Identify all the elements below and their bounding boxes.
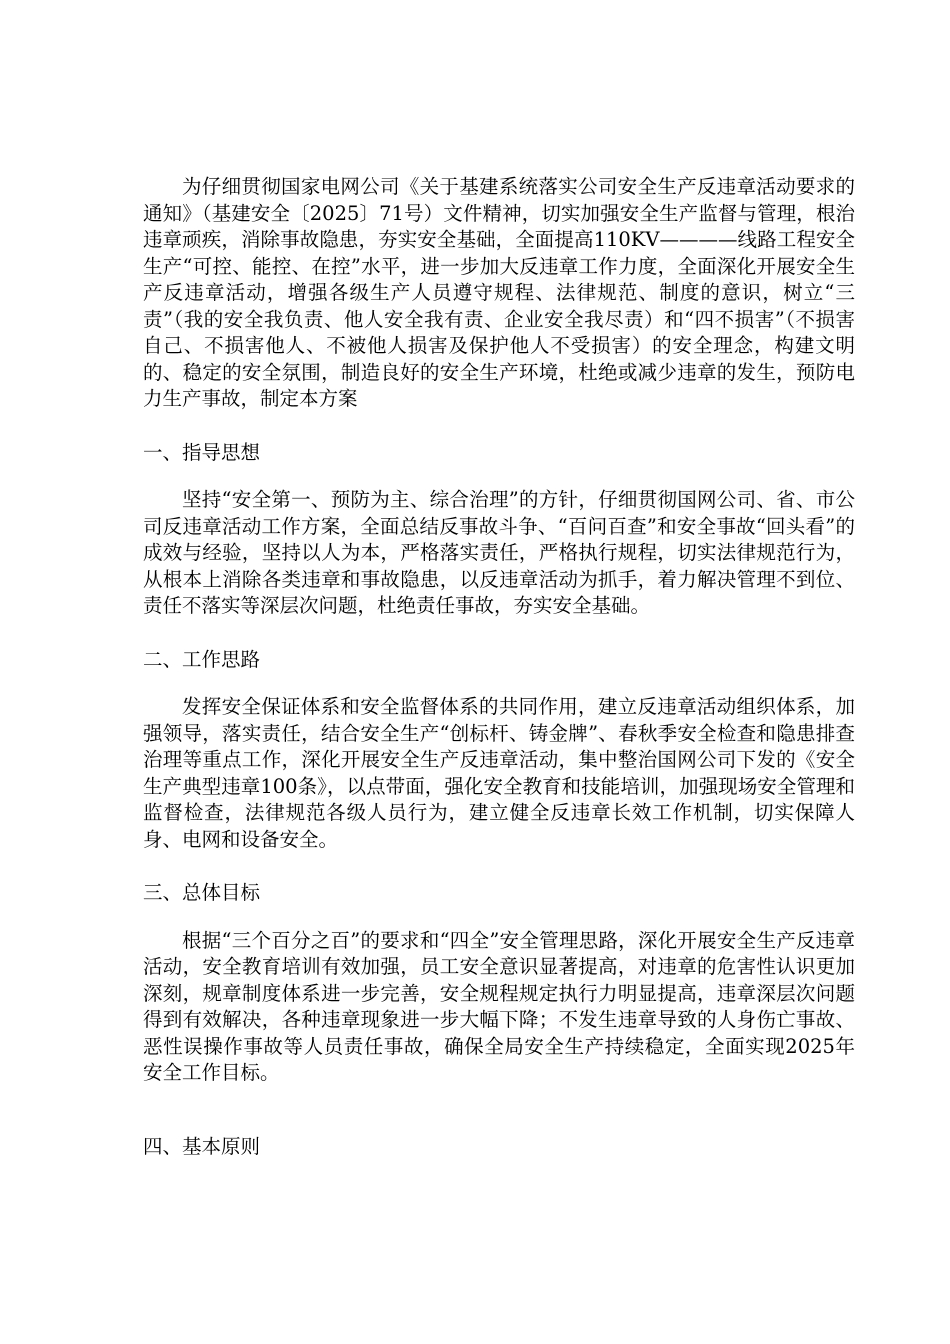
spacer bbox=[143, 466, 855, 487]
section-body-guiding-ideology: 坚持“安全第一、预防为主、综合治理”的方针，仔细贯彻国网公司、省、市公司反违章活动工作方案，全面总结反事故斗争、“百问百查”和安全事故“回头看”的成效与经验，坚持以人为本，严格落实责任，严格执行规程，切实法律规范行为，从根本上消除各类违章和事故隐患，以反违章活动为抓手，着力解决管理不到位、责任不落实等深层次问题，杜绝责任事故，夯实安全基础。 bbox=[143, 488, 855, 617]
section-heading-basic-principles: 四、基本原则 bbox=[143, 1134, 261, 1158]
spacer bbox=[143, 1087, 855, 1134]
intro-paragraph: 为仔细贯彻国家电网公司《关于基建系统落实公司安全生产反违章活动要求的通知》（基建安全〔2025〕71号）文件精神，切实加强安全生产监督与管理，根治违章顽疾，消除事故隐患，夯实安全基础，全面提高110KV————线路工程安全生产“可控、能控、在控”水平，进一步加大反违章工作力度，全面深化开展安全生产反违章活动，增强各级生产人员遵守规程、法律规范、制度的意识，树立“三责”（我的安全我负责、他人安全我有责、企业安全我尽责）和“四不损害”（不损害自己、不损害他人、不被他人损害及保护他人不受损害）的安全理念，构建文明的、稳定的安全氛围，制造良好的安全生产环境，杜绝或减少违章的发生，预防电力生产事故，制定本方案 bbox=[143, 175, 855, 410]
document-page bbox=[143, 174, 855, 1160]
spacer bbox=[143, 620, 855, 647]
section-heading-work-approach: 二、工作思路 bbox=[143, 647, 261, 671]
section-heading-guiding-ideology: 一、指导思想 bbox=[143, 440, 261, 464]
spacer bbox=[143, 853, 855, 880]
section-body-overall-goal: 根据“三个百分之百”的要求和“四全”安全管理思路，深化开展安全生产反违章活动，安全教育培训有效加强，员工安全意识显著提高，对违章的危害性认识更加深刻，规章制度体系进一步完善，安全规程规定执行力明显提高，违章深层次问题得到有效解决，各种违章现象进一步大幅下降；不发生违章导致的人身伤亡事故、恶性误操作事故等人员责任事故，确保全局安全生产持续稳定，全面实现2025年安全工作目标。 bbox=[143, 928, 855, 1084]
section-body-work-approach: 发挥安全保证体系和安全监督体系的共同作用，建立反违章活动组织体系，加强领导，落实责任，结合安全生产“创标杆、铸金牌”、春秋季安全检查和隐患排查治理等重点工作，深化开展安全生产反违章活动，集中整治国网公司下发的《安全生产典型违章100条》，以点带面，强化安全教育和技能培训，加强现场安全管理和监督检查，法律规范各级人员行为，建立健全反违章长效工作机制，切实保障人身、电网和设备安全。 bbox=[143, 695, 855, 851]
section-heading-overall-goal: 三、总体目标 bbox=[143, 881, 261, 904]
spacer bbox=[143, 907, 855, 928]
spacer bbox=[143, 413, 855, 440]
spacer bbox=[143, 673, 855, 694]
